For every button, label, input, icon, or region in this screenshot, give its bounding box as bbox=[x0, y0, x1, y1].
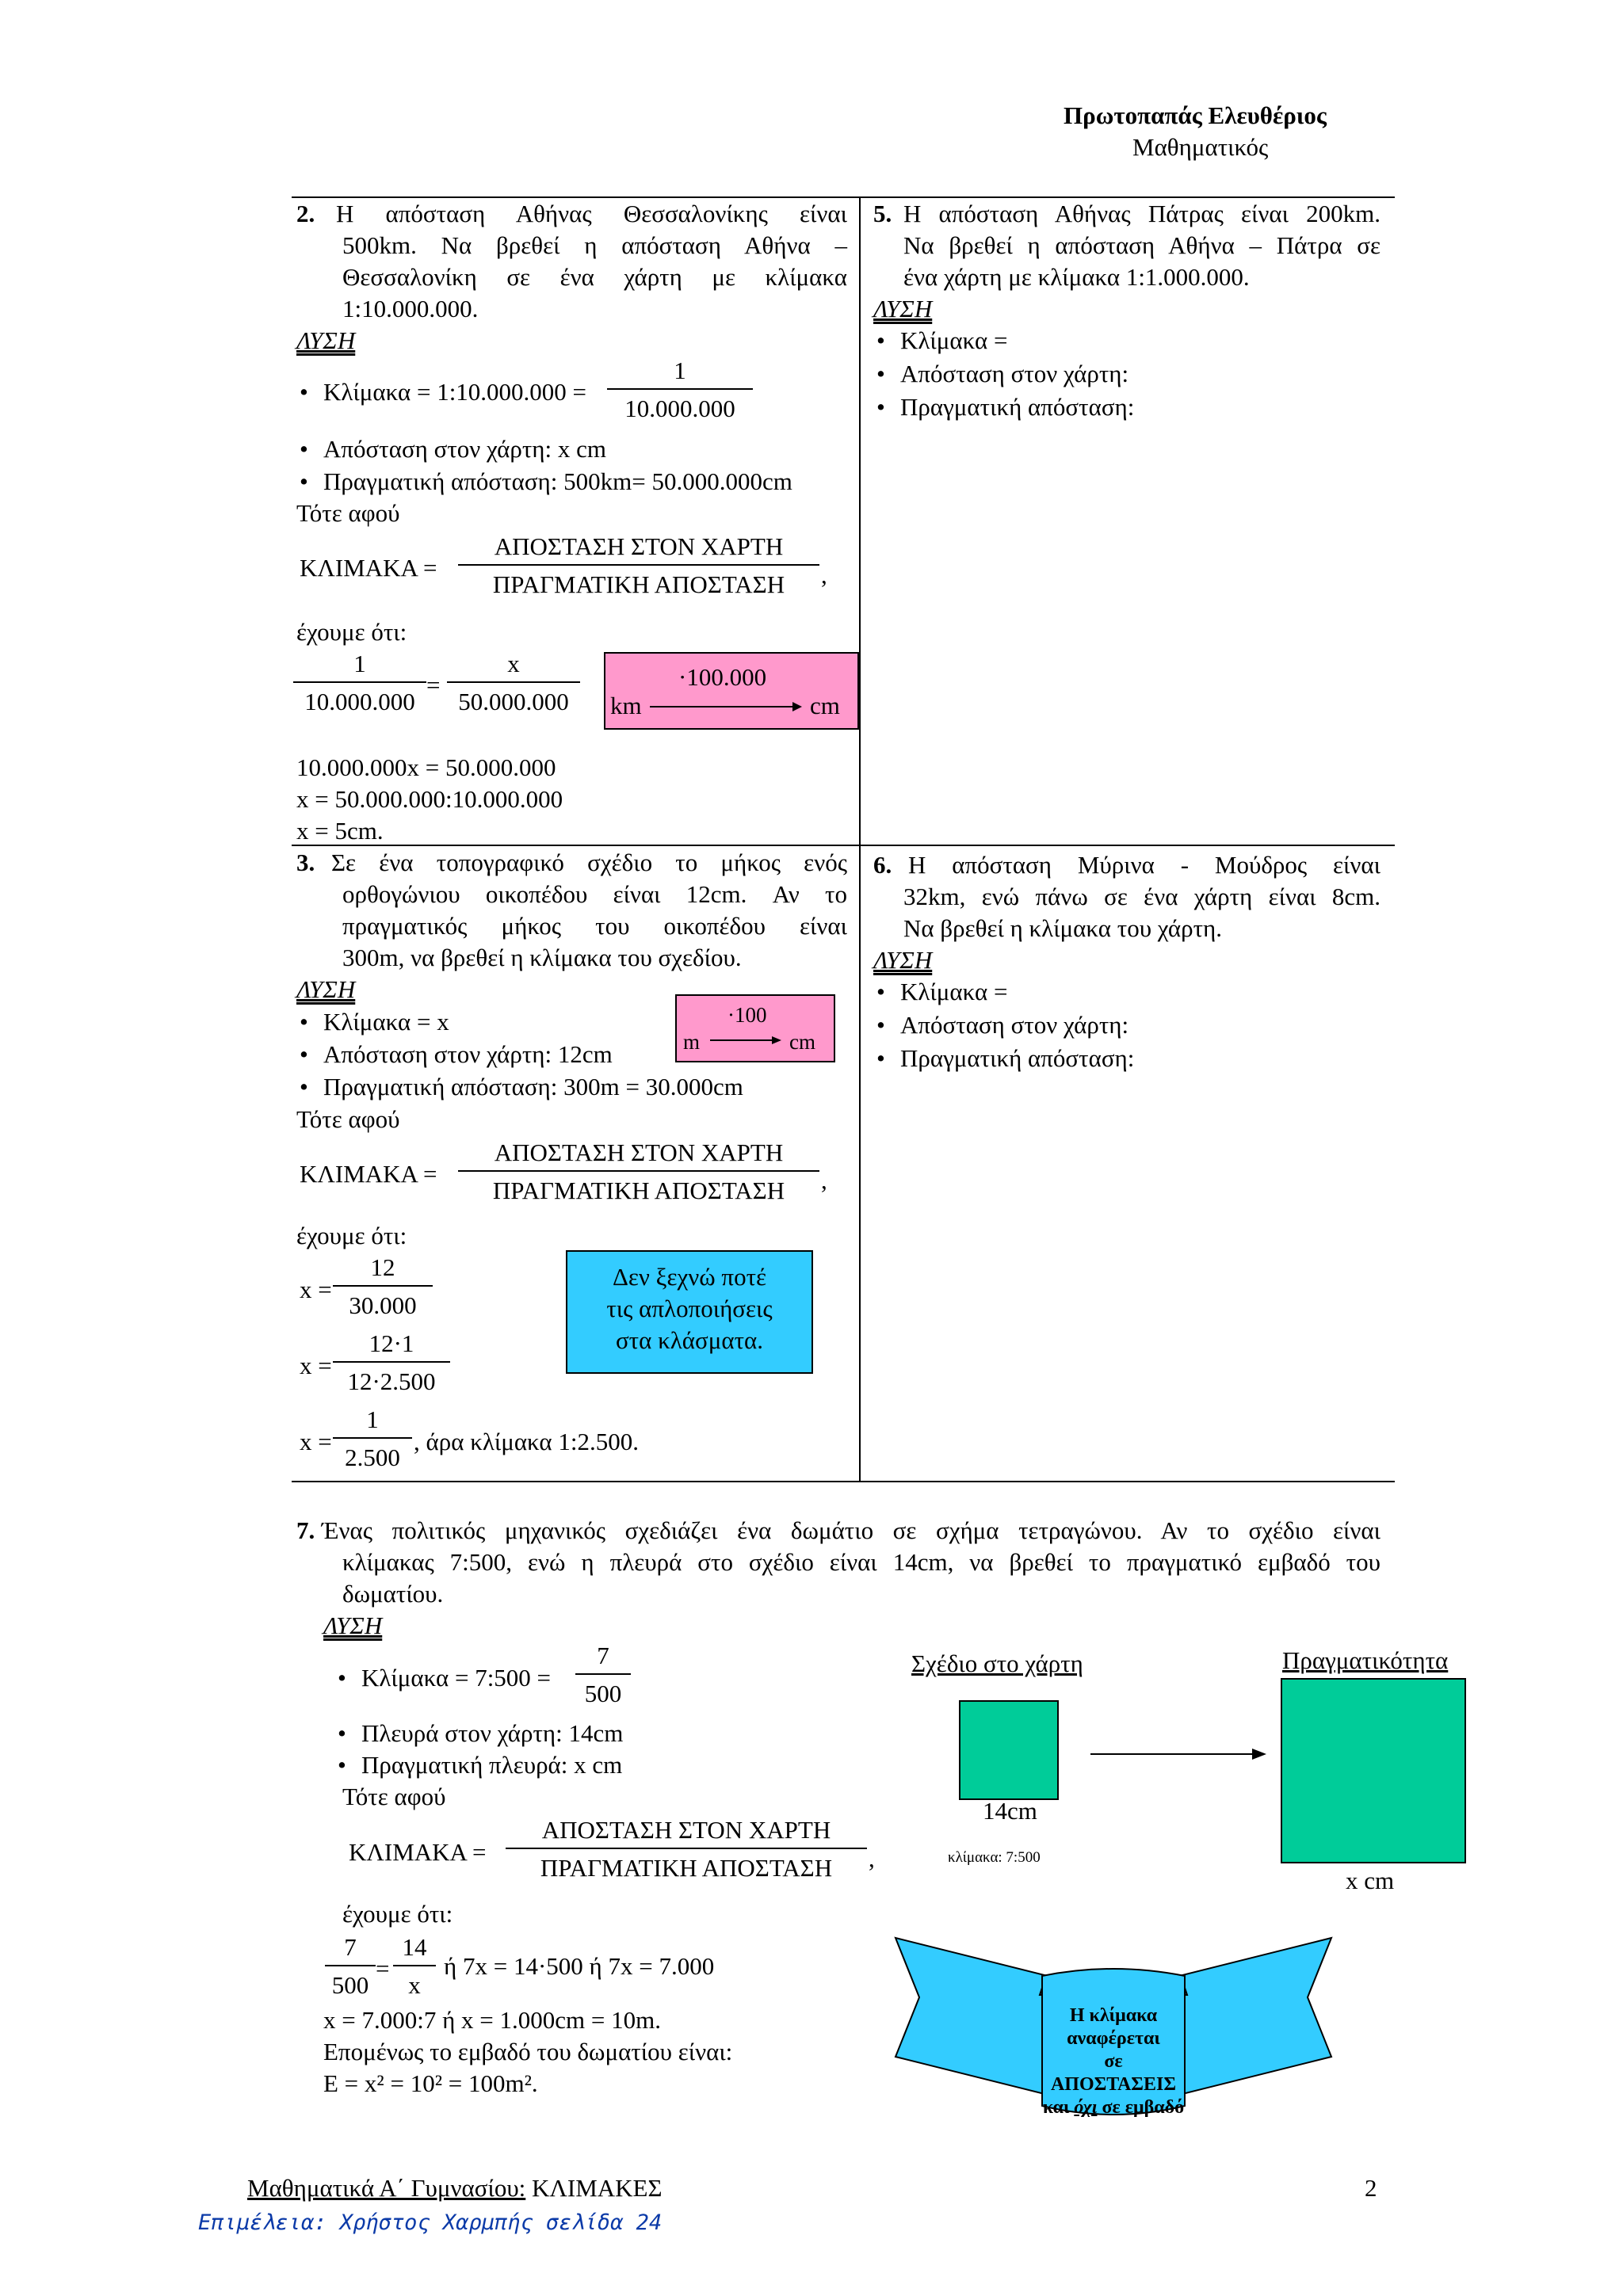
problem-text-line: ορθογώνιου οικοπέδου είναι 12cm. Αν το bbox=[342, 880, 847, 908]
fraction-denominator: x bbox=[408, 1971, 421, 1999]
problem-text-line: Σε ένα τοπογραφικό σχέδιο το μήκος ενός bbox=[331, 849, 847, 876]
equals-sign: = bbox=[426, 671, 441, 699]
banner-line: σε ΑΠΟΣΤΑΣΕΙΣ bbox=[1050, 2051, 1177, 2095]
problem-text-line: Θεσσαλονίκη σε ένα χάρτη με κλίμακα bbox=[342, 263, 847, 291]
problem-number: 2. bbox=[296, 200, 315, 227]
x-equals: x = bbox=[300, 1428, 332, 1455]
fraction-denominator: ΠΡΑΓΜΑΤΙΚΗ ΑΠΟΣΤΑΣΗ bbox=[492, 1177, 785, 1204]
area-result: E = x² = 10² = 100m². bbox=[323, 2069, 538, 2097]
table-column-divider bbox=[859, 196, 861, 1481]
problem-text-line: 1:10.000.000. bbox=[342, 295, 479, 322]
solution-heading: ΛΥΣΗ bbox=[323, 1611, 383, 1639]
conversion-from-unit: km bbox=[610, 692, 642, 719]
conversion-to-unit: cm bbox=[810, 692, 840, 719]
problem-text-line: 32km, ενώ πάνω σε ένα χάρτη είναι 8cm. bbox=[903, 883, 1381, 910]
problem-number: 5. bbox=[873, 200, 892, 227]
author-name: Πρωτοπαπάς Ελευθέριος bbox=[1064, 101, 1327, 129]
problem-text-line: Η απόσταση Αθήνας Θεσσαλονίκης είναι bbox=[336, 200, 847, 227]
formula-comma: , bbox=[869, 1844, 875, 1872]
fraction-denominator: 30.000 bbox=[349, 1291, 417, 1319]
problem-text-line: Η απόσταση Αθήνας Πάτρας είναι 200km. bbox=[903, 200, 1381, 227]
conversion-to-unit: cm bbox=[789, 1030, 815, 1054]
real-distance-bullet: • Πραγματική απόσταση: bbox=[900, 391, 1134, 423]
problem-number: 6. bbox=[873, 851, 892, 879]
problem-number: 3. bbox=[296, 849, 315, 876]
we-have: έχουμε ότι: bbox=[296, 1222, 407, 1249]
solution-step: x = 7.000:7 ή x = 1.000cm = 10m. bbox=[323, 2006, 662, 2034]
scale-formula-label: ΚΛΙΜΑΚΑ = bbox=[300, 1160, 437, 1188]
equation-right-fraction bbox=[450, 650, 577, 716]
side-real-bullet: • Πραγματική πλευρά: x cm bbox=[361, 1749, 622, 1781]
problem-text-line: Η απόσταση Μύρινα - Μούδρος είναι bbox=[908, 851, 1381, 879]
scale-formula-fraction bbox=[461, 532, 816, 599]
arrow-right-icon bbox=[650, 701, 802, 712]
fraction-denominator: ΠΡΑΓΜΑΤΙΚΗ ΑΠΟΣΤΑΣΗ bbox=[540, 1854, 833, 1882]
fraction-denominator: 500 bbox=[584, 1680, 622, 1707]
fraction-numerator: ΑΠΟΣΤΑΣΗ ΣΤΟΝ ΧΑΡΤΗ bbox=[458, 532, 819, 566]
problem-text-line: 300m, να βρεθεί η κλίμακα του σχεδίου. bbox=[342, 944, 742, 971]
author-role: Μαθηματικός bbox=[1132, 133, 1269, 161]
scale-formula-label: ΚΛΙΜΑΚΑ = bbox=[349, 1838, 487, 1866]
problem-text-line: ένα χάρτη με κλίμακα 1:1.000.000. bbox=[903, 263, 1250, 291]
editor-credit: Επιμέλεια: Χρήστος Χαρμπής σελίδα 24 bbox=[198, 2210, 663, 2235]
scale-fraction bbox=[610, 357, 750, 423]
banner-text bbox=[1042, 2004, 1185, 2119]
table-bottom-border bbox=[292, 1481, 1395, 1482]
result-fraction-1 bbox=[336, 1253, 430, 1320]
footer-subject: Μαθηματικά Α΄ Γυμνασίου: bbox=[247, 2174, 526, 2202]
scale-formula-fraction bbox=[509, 1816, 864, 1882]
footer-title bbox=[247, 2172, 663, 2204]
real-square bbox=[1281, 1678, 1466, 1863]
equation-left-fraction bbox=[296, 650, 423, 716]
equation-right-fraction bbox=[396, 1933, 433, 2000]
note-line: τις απλοποιήσεις bbox=[606, 1295, 773, 1322]
formula-comma: , bbox=[821, 1166, 827, 1194]
arrow-right-icon bbox=[1090, 1748, 1266, 1760]
note-line: στα κλάσματα. bbox=[615, 1326, 764, 1354]
fraction-numerator: x bbox=[447, 650, 580, 683]
problem-text-line: δωματίου. bbox=[342, 1580, 444, 1608]
map-distance-bullet: • Απόσταση στον χάρτη: bbox=[900, 358, 1128, 390]
we-have: έχουμε ότι: bbox=[342, 1900, 453, 1928]
problem-text-line: πραγματικός μήκος του οικοπέδου είναι bbox=[342, 912, 847, 940]
fraction-numerator: 12·1 bbox=[333, 1329, 450, 1363]
fraction-numerator: 1 bbox=[333, 1405, 412, 1439]
problem-text-line: Να βρεθεί η κλίμακα του χάρτη. bbox=[903, 914, 1223, 942]
real-distance-bullet: • Πραγματική απόσταση: 500km= 50.000.000cm bbox=[323, 466, 792, 498]
fraction-denominator: 50.000.000 bbox=[458, 688, 569, 715]
formula-comma: , bbox=[821, 561, 827, 589]
x-equals: x = bbox=[300, 1352, 332, 1379]
note-line: Δεν ξεχνώ ποτέ bbox=[612, 1263, 767, 1291]
unit-conversion-box bbox=[675, 994, 835, 1062]
solution-heading: ΛΥΣΗ bbox=[296, 326, 356, 354]
reality-figure-title: Πραγματικότητα bbox=[1282, 1646, 1449, 1674]
then-since: Τότε αφού bbox=[296, 1105, 400, 1133]
problem-text-line: κλίμακας 7:500, ενώ η πλευρά στο σχέδιο είναι 14cm, να βρεθεί το πραγματικό εμβαδό του bbox=[342, 1548, 1381, 1576]
problem-text-line: Ένας πολιτικός μηχανικός σχεδιάζει ένα δωμάτιο σε σχήμα τετραγώνου. Αν το σχέδιο είναι bbox=[322, 1516, 1381, 1544]
map-side-label: 14cm bbox=[983, 1797, 1037, 1825]
scale-bullet: • Κλίμακα = bbox=[900, 325, 1007, 357]
equals-sign: = bbox=[376, 1955, 390, 1982]
then-since: Τότε αφού bbox=[342, 1783, 446, 1810]
result-fraction-2 bbox=[336, 1329, 447, 1396]
unit-conversion-box bbox=[604, 652, 859, 730]
solution-heading: ΛΥΣΗ bbox=[873, 946, 933, 974]
side-map-bullet: • Πλευρά στον χάρτη: 14cm bbox=[361, 1718, 623, 1749]
fraction-numerator: 14 bbox=[393, 1933, 436, 1966]
solution-heading: ΛΥΣΗ bbox=[296, 975, 356, 1003]
solution-step: x = 50.000.000:10.000.000 bbox=[296, 785, 563, 813]
scale-caption: κλίμακα: 7:500 bbox=[948, 1849, 1041, 1866]
fraction-denominator: ΠΡΑΓΜΑΤΙΚΗ ΑΠΟΣΤΑΣΗ bbox=[492, 570, 785, 598]
solution-step: 10.000.000x = 50.000.000 bbox=[296, 753, 556, 781]
fraction-numerator: 1 bbox=[607, 357, 753, 390]
scale-formula-label: ΚΛΙΜΑΚΑ = bbox=[300, 554, 437, 582]
fraction-denominator: 10.000.000 bbox=[624, 395, 735, 422]
fraction-numerator: 7 bbox=[575, 1642, 631, 1675]
then-since: Τότε αφού bbox=[296, 499, 400, 527]
real-side-label: x cm bbox=[1346, 1867, 1395, 1894]
arrow-right-icon bbox=[710, 1035, 781, 1045]
fraction-numerator: 7 bbox=[325, 1933, 376, 1966]
x-equals: x = bbox=[300, 1276, 332, 1303]
fraction-denominator: 10.000.000 bbox=[304, 688, 415, 715]
solution-step: x = 5cm. bbox=[296, 817, 384, 845]
map-square bbox=[959, 1700, 1059, 1800]
fraction-denominator: 500 bbox=[331, 1971, 369, 1999]
fraction-denominator: 2.500 bbox=[345, 1444, 400, 1471]
problem-text-line: Να βρεθεί η απόσταση Αθήνα – Πάτρα σε bbox=[903, 231, 1381, 259]
equation-left-fraction bbox=[328, 1933, 372, 2000]
solution-heading: ΛΥΣΗ bbox=[873, 295, 933, 322]
conversion-factor: ·100 bbox=[727, 1003, 767, 1027]
conversion-factor: ·100.000 bbox=[678, 663, 767, 691]
result-fraction-3 bbox=[336, 1405, 409, 1472]
we-have: έχουμε ότι: bbox=[296, 618, 407, 646]
scale-fraction bbox=[579, 1642, 628, 1708]
equation-continuation: ή 7x = 14·500 ή 7x = 7.000 bbox=[444, 1952, 715, 1980]
fraction-numerator: 12 bbox=[333, 1253, 433, 1287]
real-distance-bullet: • Πραγματική απόσταση: 300m = 30.000cm bbox=[323, 1071, 743, 1103]
scale-bullet: • Κλίμακα = 1:10.000.000 = bbox=[323, 376, 586, 408]
banner-line: Η κλίμακα bbox=[1069, 2005, 1158, 2026]
banner-word: και bbox=[1042, 2097, 1070, 2118]
table-middle-border bbox=[292, 845, 1395, 846]
map-distance-bullet: • Απόσταση στον χάρτη: bbox=[900, 1009, 1128, 1041]
banner-word: σε εμβαδό bbox=[1102, 2097, 1185, 2118]
scale-result: , άρα κλίμακα 1:2.500. bbox=[414, 1428, 640, 1455]
problem-text-line: 500km. Να βρεθεί η απόσταση Αθήνα – bbox=[342, 231, 847, 259]
scale-bullet: • Κλίμακα = bbox=[900, 976, 1007, 1008]
banner-line: αναφέρεται bbox=[1067, 2028, 1160, 2049]
scale-bullet: • Κλίμακα = x bbox=[323, 1006, 449, 1038]
fraction-numerator: ΑΠΟΣΤΑΣΗ ΣΤΟΝ ΧΑΡΤΗ bbox=[458, 1138, 819, 1172]
map-distance-bullet: • Απόσταση στον χάρτη: x cm bbox=[323, 433, 606, 465]
conversion-from-unit: m bbox=[683, 1030, 701, 1054]
problem-number: 7. bbox=[296, 1516, 315, 1544]
banner-word-emphasis: όχι bbox=[1074, 2097, 1098, 2118]
map-figure-title: Σχέδιο στο χάρτη bbox=[911, 1650, 1083, 1677]
fraction-numerator: 1 bbox=[293, 650, 426, 683]
page-number: 2 bbox=[1365, 2174, 1377, 2202]
map-distance-bullet: • Απόσταση στον χάρτη: 12cm bbox=[323, 1039, 613, 1070]
fraction-denominator: 12·2.500 bbox=[347, 1367, 436, 1395]
solution-step: Επομένως το εμβαδό του δωματίου είναι: bbox=[323, 2038, 733, 2065]
footer-chapter: ΚΛΙΜΑΚΕΣ bbox=[532, 2174, 663, 2202]
real-distance-bullet: • Πραγματική απόσταση: bbox=[900, 1043, 1134, 1074]
scale-formula-fraction bbox=[461, 1138, 816, 1205]
scale-bullet: • Κλίμακα = 7:500 = bbox=[361, 1662, 551, 1694]
banner-line bbox=[1042, 2096, 1185, 2119]
fraction-numerator: ΑΠΟΣΤΑΣΗ ΣΤΟΝ ΧΑΡΤΗ bbox=[506, 1816, 867, 1849]
reminder-note bbox=[566, 1250, 813, 1374]
